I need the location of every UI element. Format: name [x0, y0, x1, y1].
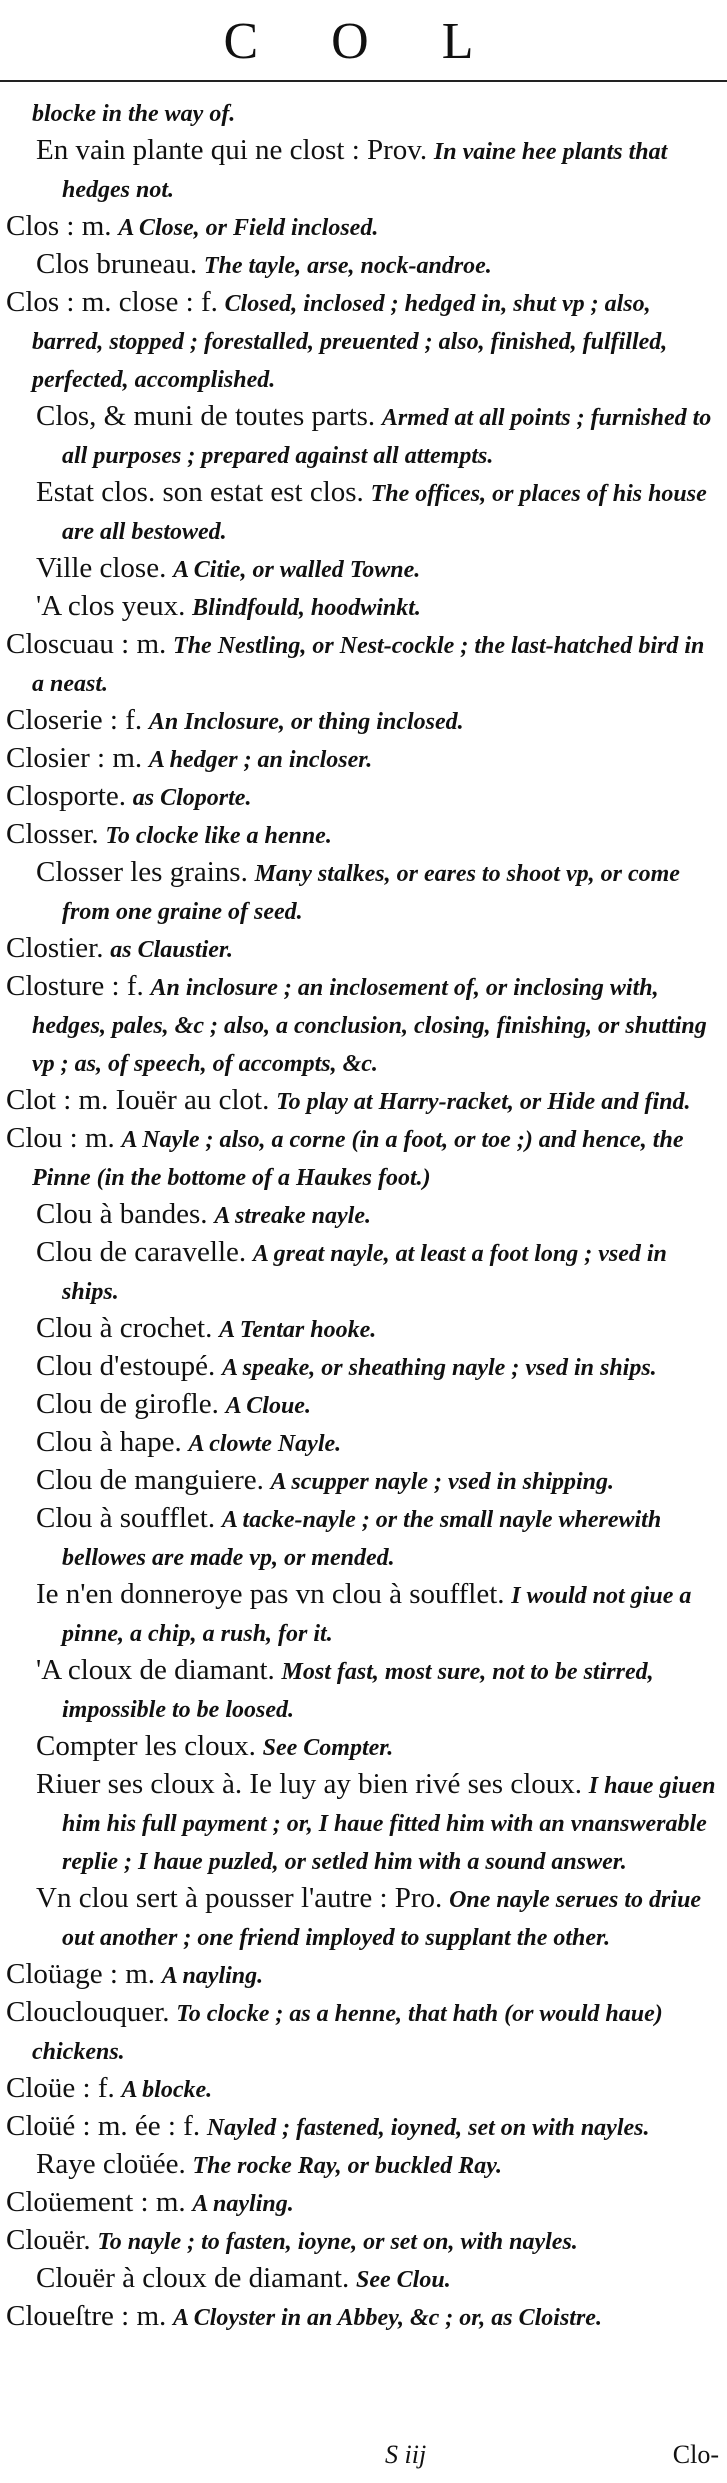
entry-definition: One nayle serues to driue out another ; one friend imployed to supplant the other.: [62, 1887, 702, 1951]
dictionary-entry: [6, 1348, 718, 1386]
dictionary-entry: [6, 1310, 718, 1348]
dictionary-entry: [6, 778, 718, 816]
entry-headword: Closser.: [6, 818, 99, 850]
entry-definition: Armed at all points ; furnished to all purposes ; prepared against all attempts.: [62, 405, 712, 469]
entry-definition: as Claustier.: [110, 937, 233, 963]
entry-headword: Clos, & muni de toutes parts.: [36, 400, 376, 432]
dictionary-entry: [6, 2298, 718, 2336]
entry-headword: Clouclouquer.: [6, 1996, 170, 2028]
entry-definition: A scupper nayle ; vsed in shipping.: [270, 1469, 615, 1495]
entry-definition: The tayle, arse, nock-androe.: [203, 253, 492, 279]
entry-definition: A blocke.: [121, 2077, 213, 2103]
entry-headword: Closerie : f.: [6, 704, 143, 736]
dictionary-entry: [6, 2108, 718, 2146]
dictionary-entry: [6, 854, 718, 930]
entry-definition: Many stalkes, or eares to shoot vp, or come from one graine of seed.: [62, 861, 680, 925]
entry-definition: A speake, or sheathing nayle ; vsed in ships.: [221, 1355, 657, 1381]
entry-definition: A hedger ; an incloser.: [148, 747, 373, 773]
dictionary-entry: [6, 588, 718, 626]
dictionary-entry: [6, 1120, 718, 1196]
entry-headword: Clou de manguiere.: [36, 1464, 264, 1496]
dictionary-entry: [6, 2146, 718, 2184]
dictionary-entry: [6, 208, 718, 246]
dictionary-entry: [6, 702, 718, 740]
entry-headword: Clou à soufflet.: [36, 1502, 216, 1534]
dictionary-entry: [6, 1956, 718, 1994]
dictionary-entry: [6, 246, 718, 284]
entry-list: [6, 94, 718, 2336]
entry-headword: Ie n'en donneroye pas vn clou à soufflet.: [36, 1578, 505, 1610]
entry-headword: Clou d'estoupé.: [36, 1350, 216, 1382]
dictionary-entry: [6, 1234, 718, 1310]
dictionary-entry: [6, 1196, 718, 1234]
entry-headword: Clos : m.: [6, 210, 112, 242]
dictionary-entry: [6, 816, 718, 854]
entry-definition: I haue giuen him his full payment ; or, I haue fitted him with an vnanswerable replie ; I haue puzled, or setled him with a sound answer.: [62, 1773, 716, 1875]
entry-definition: The offices, or places of his house are all bestowed.: [62, 481, 707, 545]
entry-definition: In vaine hee plants that hedges not.: [62, 139, 668, 203]
dictionary-entry: [6, 2222, 718, 2260]
dictionary-entry: [6, 968, 718, 1082]
dictionary-entry: [6, 1500, 718, 1576]
entry-definition: Blindfould, hoodwinkt.: [192, 595, 421, 621]
entry-definition: A nayling.: [161, 1963, 264, 1989]
entry-headword: Estat clos. son estat est clos.: [36, 476, 364, 508]
entry-definition: To nayle ; to fasten, ioyne, or set on, with nayles.: [97, 2229, 578, 2255]
entry-headword: Clou à hape.: [36, 1426, 182, 1458]
dictionary-entry: [6, 2070, 718, 2108]
entry-headword: Clou de caravelle.: [36, 1236, 247, 1268]
dictionary-entry: [6, 740, 718, 778]
entry-headword: Cloüement : m.: [6, 2186, 186, 2218]
entry-headword: Clouër à cloux de diamant.: [36, 2262, 350, 2294]
dictionary-entry: [6, 626, 718, 702]
entry-definition: A streake nayle.: [214, 1203, 371, 1229]
page-header: C O L: [223, 13, 504, 70]
entry-headword: Clos : m. close : f.: [6, 286, 218, 318]
dictionary-entry: [6, 930, 718, 968]
entry-definition: A Nayle ; also, a corne (in a foot, or toe ;) and hence, the Pinne (in the bottome of a Haukes foot.): [32, 1127, 684, 1191]
dictionary-entry: [6, 474, 718, 550]
dictionary-entry: [6, 1576, 718, 1652]
entry-definition: See Clou.: [356, 2267, 451, 2293]
page-footer: [0, 2440, 727, 2476]
entry-headword: Clou à bandes.: [36, 1198, 208, 1230]
entry-headword: Closcuau : m.: [6, 628, 167, 660]
entry-headword: Vn clou sert à pousser l'autre : Pro.: [36, 1882, 443, 1914]
entry-headword: Cloueſtre : m.: [6, 2300, 167, 2332]
entry-headword: Cloüage : m.: [6, 1958, 156, 1990]
entry-definition: A Tentar hooke.: [219, 1317, 377, 1343]
entry-definition: A Close, or Field inclosed.: [118, 215, 379, 241]
dictionary-entry: [6, 94, 718, 132]
entry-headword: Clot : m. Iouër au clot.: [6, 1084, 270, 1116]
entry-definition: A Cloyster in an Abbey, &c ; or, as Cloistre.: [173, 2305, 602, 2331]
entry-definition: blocke in the way of.: [32, 101, 236, 127]
dictionary-entry: [6, 1994, 718, 2070]
entry-headword: Cloüé : m. ée : f.: [6, 2110, 201, 2142]
dictionary-entry: [6, 1652, 718, 1728]
dictionary-entry: [6, 2260, 718, 2298]
entry-definition: A nayling.: [192, 2191, 294, 2217]
entry-headword: Clou à crochet.: [36, 1312, 213, 1344]
entry-definition: To play at Harry-racket, or Hide and find.: [276, 1089, 691, 1115]
header-rule: [0, 80, 727, 82]
dictionary-entry: [6, 1728, 718, 1766]
entry-definition: The Nestling, or Nest-cockle ; the last-hatched bird in a neast.: [32, 633, 705, 697]
dictionary-entry: [6, 1386, 718, 1424]
entry-headword: Closporte.: [6, 780, 127, 812]
dictionary-entry: [6, 1880, 718, 1956]
entry-headword: Raye cloüée.: [36, 2148, 186, 2180]
catchword: Clo-: [672, 2440, 719, 2469]
entry-definition: An inclosure ; an inclosement of, or inclosing with, hedges, pales, &c ; also, a conclusion, closing, finishing, or shutting vp ; as, of speech, of accompts, &c.: [32, 975, 707, 1077]
entry-definition: I would not giue a pinne, a chip, a rush, for it.: [62, 1583, 692, 1647]
dictionary-entry: [6, 1424, 718, 1462]
dictionary-entry: [6, 1766, 718, 1880]
entry-definition: A clowte Nayle.: [188, 1431, 342, 1457]
entry-headword: Clou : m.: [6, 1122, 115, 1154]
entry-definition: as Cloporte.: [132, 785, 252, 811]
entry-headword: 'A clos yeux.: [36, 590, 186, 622]
entry-definition: A Citie, or walled Towne.: [173, 557, 421, 583]
entry-definition: To clocke ; as a henne, that hath (or would haue) chickens.: [32, 2001, 663, 2065]
entry-definition: A Cloue.: [225, 1393, 311, 1419]
entry-headword: En vain plante qui ne clost : Prov.: [36, 134, 428, 166]
dictionary-entry: [6, 1082, 718, 1120]
dictionary-entry: [6, 132, 718, 208]
entry-headword: Closier : m.: [6, 742, 143, 774]
dictionary-entry: [6, 398, 718, 474]
entry-headword: Clouër.: [6, 2224, 91, 2256]
entry-headword: 'A cloux de diamant.: [36, 1654, 275, 1686]
entry-headword: Clostier.: [6, 932, 104, 964]
entry-headword: Closture : f.: [6, 970, 144, 1002]
entry-definition: See Compter.: [262, 1735, 394, 1761]
entry-headword: Riuer ses cloux à. Ie luy ay bien rivé ses cloux.: [36, 1768, 583, 1800]
entry-headword: Ville close.: [36, 552, 167, 584]
entry-definition: A great nayle, at least a foot long ; vsed in ships.: [62, 1241, 667, 1305]
entry-headword: Compter les cloux.: [36, 1730, 256, 1762]
signature-mark: S iij: [385, 2440, 427, 2469]
entry-definition: Closed, inclosed ; hedged in, shut vp ; also, barred, stopped ; forestalled, preuented ; also, finished, fulfilled, perfected, accomplished.: [32, 291, 668, 393]
dictionary-entry: [6, 550, 718, 588]
dictionary-entry: [6, 1462, 718, 1500]
entry-definition: Most fast, most sure, not to be stirred, impossible to be loosed.: [62, 1659, 654, 1723]
entry-headword: Clos bruneau.: [36, 248, 198, 280]
entry-headword: Cloüe : f.: [6, 2072, 115, 2104]
dictionary-entry: [6, 2184, 718, 2222]
entry-definition: To clocke like a henne.: [105, 823, 332, 849]
entry-headword: Closser les grains.: [36, 856, 248, 888]
entry-definition: A tacke-nayle ; or the small nayle wherewith bellowes are made vp, or mended.: [62, 1507, 662, 1571]
entry-headword: Clou de girofle.: [36, 1388, 219, 1420]
entry-definition: Nayled ; fastened, ioyned, set on with nayles.: [206, 2115, 650, 2141]
entry-definition: An Inclosure, or thing inclosed.: [148, 709, 464, 735]
dictionary-entry: [6, 284, 718, 398]
entry-definition: The rocke Ray, or buckled Ray.: [192, 2153, 503, 2179]
